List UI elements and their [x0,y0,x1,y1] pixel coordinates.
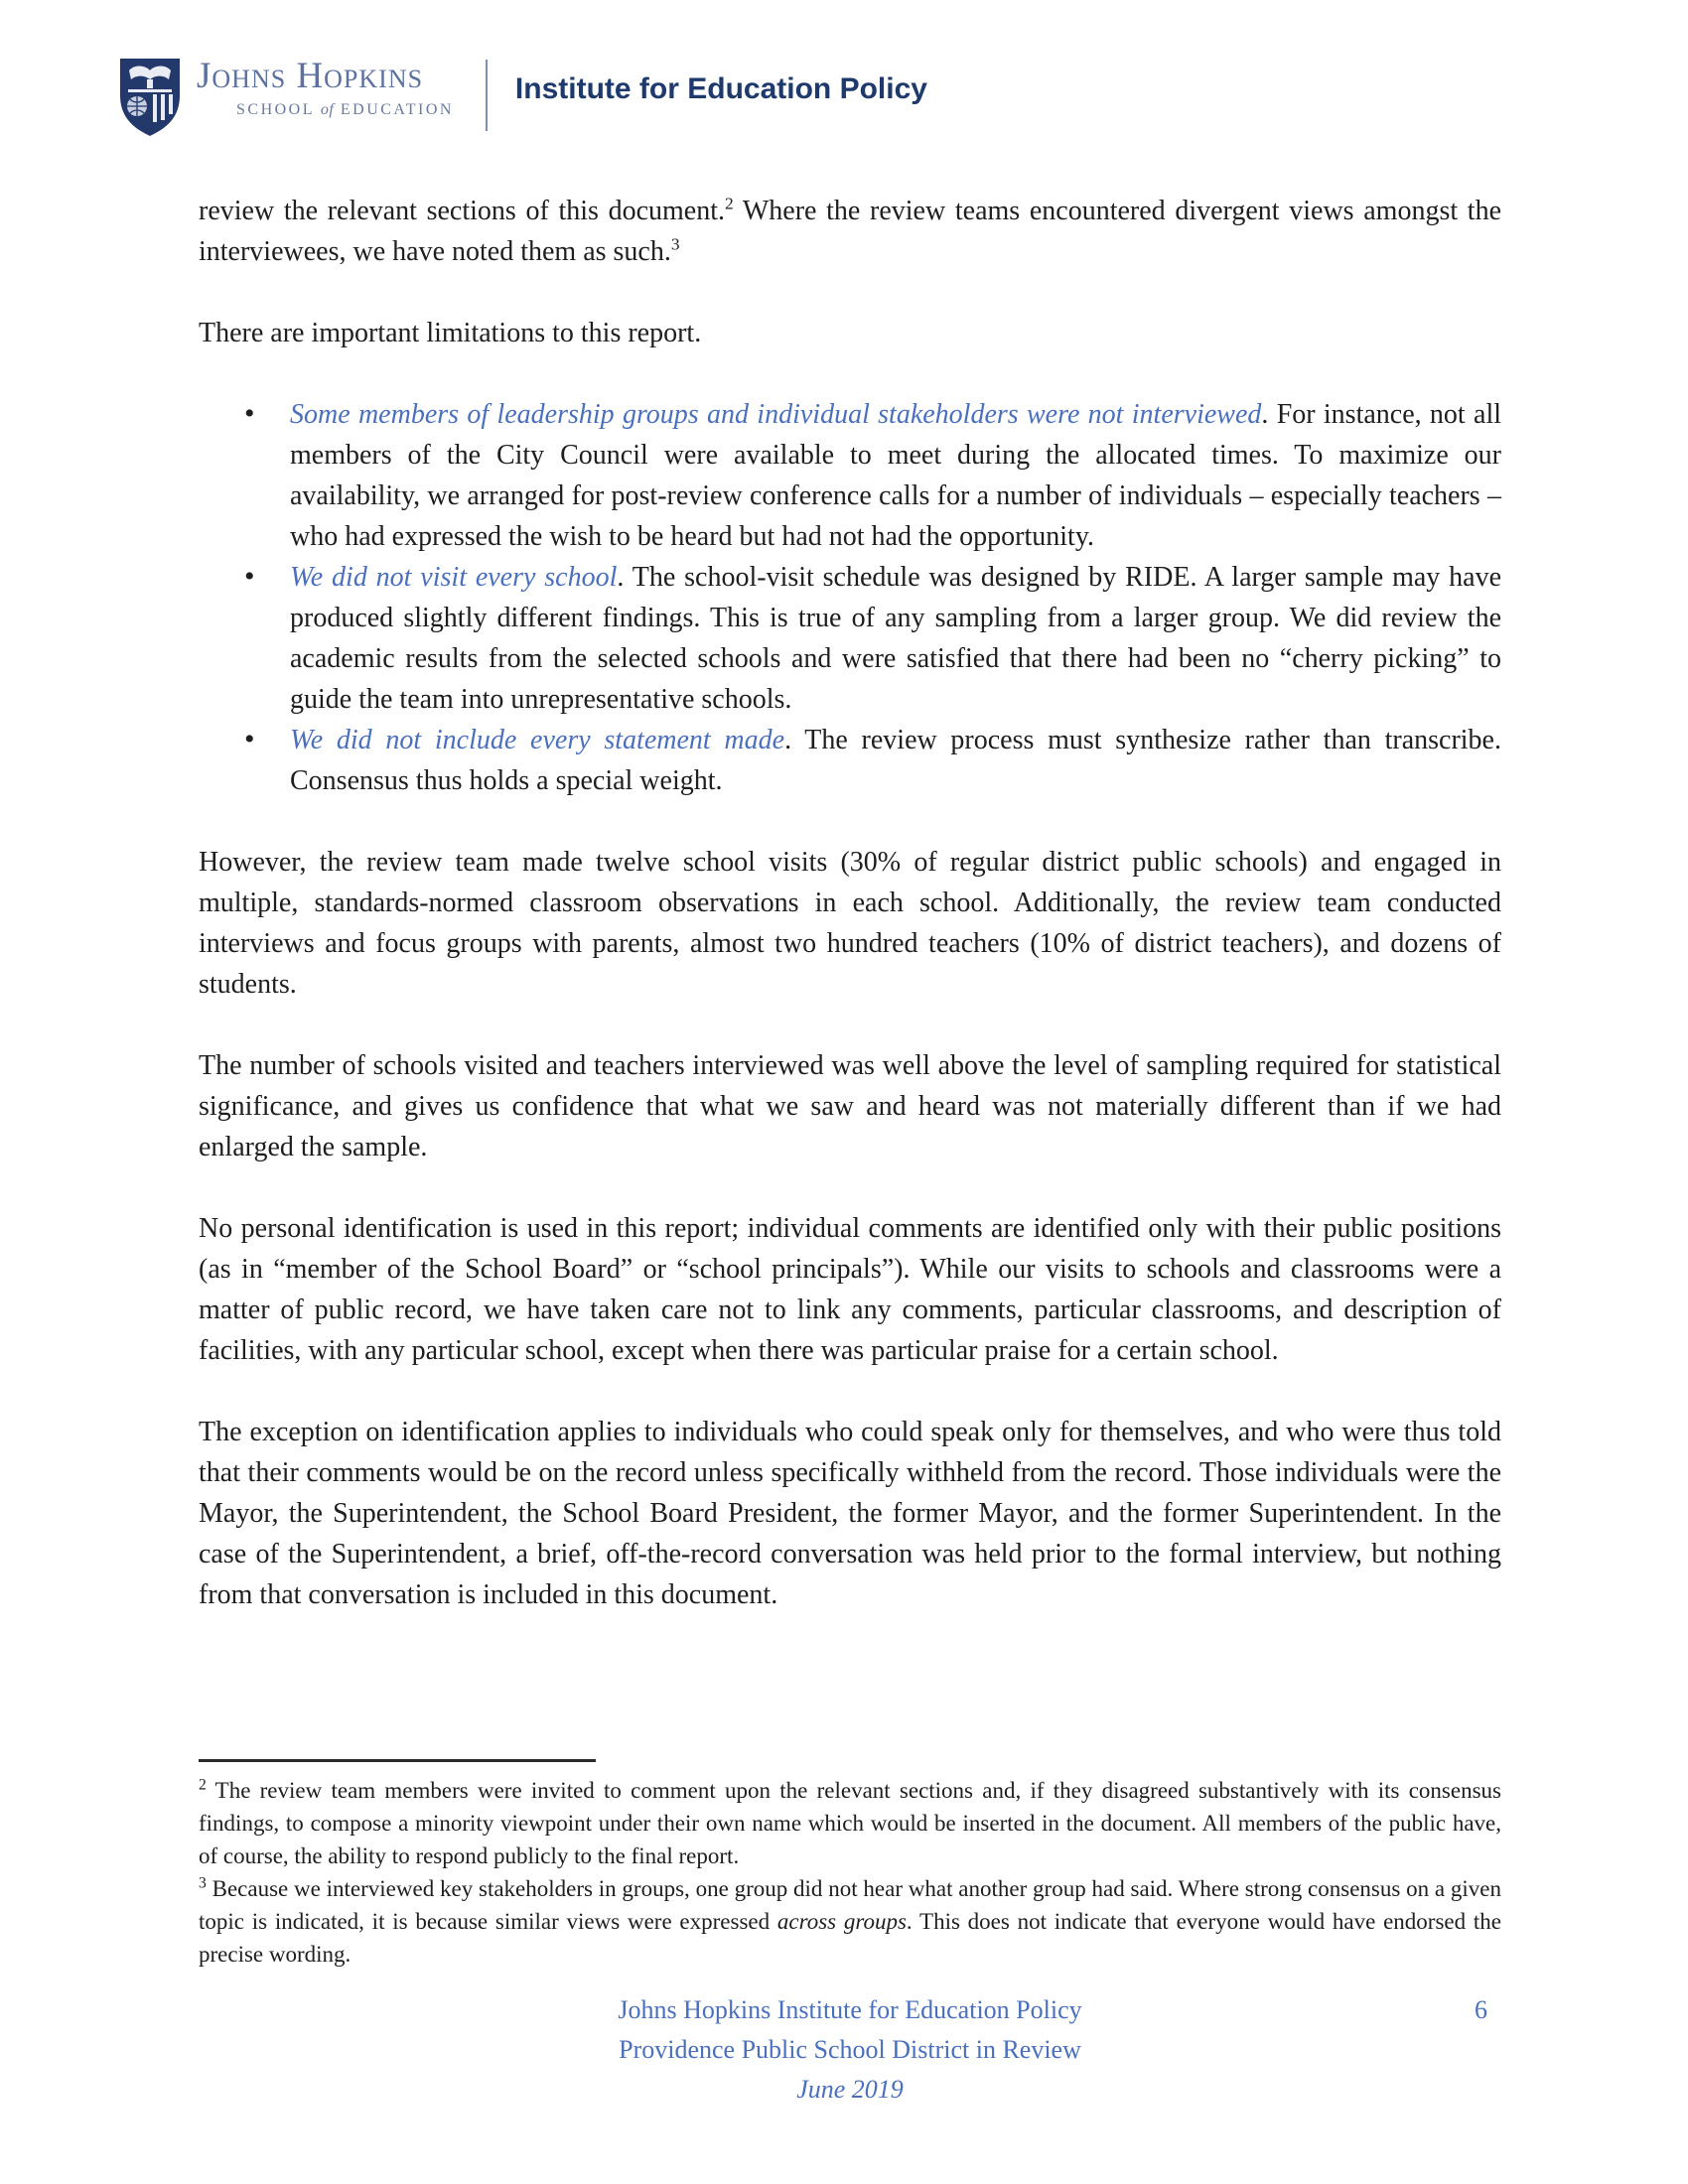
logo-school-of: of [320,101,335,118]
footnote-3-marker: 3 [199,1874,207,1892]
johns-hopkins-shield-icon [119,58,181,137]
list-item [290,720,1501,801]
page-number: 6 [1475,1995,1487,2024]
footnote-ref-2: 2 [725,194,734,213]
paragraph-text: Where the review teams encountered divergent views amongst the interviewees, we have noted them as such. [199,196,1502,267]
bullet-lead-italic: We did not visit every school [290,562,618,593]
paragraph-exception: The exception on identification applies to individuals who could speak only for themselves, and who were thus told that their comments would be on the record unless specifically withheld from the record. Those individuals were the Mayor, the Superintendent, the School Board President, the former Mayor, and the former Superintendent. In the case of the Superintendent, a brief, off-the-record conversation was held prior to the formal interview, but nothing from that conversation is included in this document. [199,1417,1501,1610]
footer-date: June 2019 [796,2075,904,2104]
bullet-text: . For instance, not all members of the City Council were available to meet during the allocated times. To maximize our availability, we arranged for post-review conference calls for a number of individuals – especially teachers – who had expressed the wish to be heard but had not had the opportunity. [290,399,1502,552]
logo-johns-hopkins: Johns Hopkins [197,56,424,96]
footnote-3-italic: across groups [776,1909,907,1934]
bullet-lead-italic: Some members of leadership groups and individual stakeholders were not interviewed [290,399,1262,430]
paragraph-text: review the relevant sections of this document. [199,196,725,226]
paragraph-identification: No personal identification is used in this report; individual comments are identified only with their public positions (as in “member of the School Board” or “school principals”). While our visits to schools and classrooms were a matter of public record, we have taken care not to link any comments, particular classrooms, and description of facilities, with any particular school, except when there was particular praise for a certain school. [199,1213,1501,1366]
paragraph-sampling: The number of schools visited and teachers interviewed was well above the level of sampling required for statistical significance, and gives us confidence that what we saw and heard was not materially different than if we had enlarged the sample. [199,1050,1501,1162]
footnote-2-text: The review team members were invited to comment upon the relevant sections and, if they disagreed substantively with its consensus findings, to compose a minority viewpoint under their own name which would be inserted in the document. All members of the public have, of course, the ability to respond publicly to the final report. [199,1778,1501,1868]
footnote-ref-3: 3 [670,234,680,254]
footnote-3 [199,1872,1501,1971]
footnote-separator [199,1759,596,1762]
footnote-2 [199,1774,1501,1872]
footer-institute-line: Johns Hopkins Institute for Education Policy [618,1995,1082,2024]
logo-school-post: EDUCATION [340,101,454,118]
footnote-2-marker: 2 [199,1776,207,1794]
document-body [199,191,1501,1656]
institute-title: Institute for Education Policy [514,72,927,105]
paragraph-school-visits: However, the review team made twelve school visits (30% of regular district public schools) and engaged in multiple, standards-normed classroom observations in each school. Additionally, the review team conducted interviews and focus groups with parents, almost two hundred teachers (10% of district teachers), and dozens of students. [199,847,1501,1000]
logo-text-block [197,58,454,119]
footnote-3-text: . This does not indicate that everyone would have endorsed the precise wording. [199,1909,1501,1967]
footnote-3-text: Because we interviewed key stakeholders in groups, one group did not hear what another group had said. Where strong consensus on a given topic is indicated, it is because similar views were expressed [199,1876,1501,1934]
page-footer [199,1990,1501,2110]
list-item [290,557,1501,720]
paragraph-continuation [199,191,1501,272]
logo-school-pre: SCHOOL [236,101,315,118]
bullet-text: . The review process must synthesize rather than transcribe. Consensus thus holds a special weight. [290,725,1501,796]
bullet-text: . The school-visit schedule was designed by RIDE. A larger sample may have produced slightly different findings. This is true of any sampling from a larger group. We did review the academic results from the selected schools and were satisfied that there had been no “cherry picking” to guide the team into unrepresentative schools. [290,562,1502,715]
logo-school-of-education [197,101,454,119]
header-divider [486,60,488,131]
limitations-list [199,394,1501,801]
page-header [119,58,927,137]
list-item [290,394,1501,557]
bullet-lead-italic: We did not include every statement made [290,725,785,755]
footer-report-title: Providence Public School District in Review [619,2035,1081,2064]
footnotes-section [199,1759,1501,1971]
paragraph-limitations-intro: There are important limitations to this report. [199,318,702,348]
